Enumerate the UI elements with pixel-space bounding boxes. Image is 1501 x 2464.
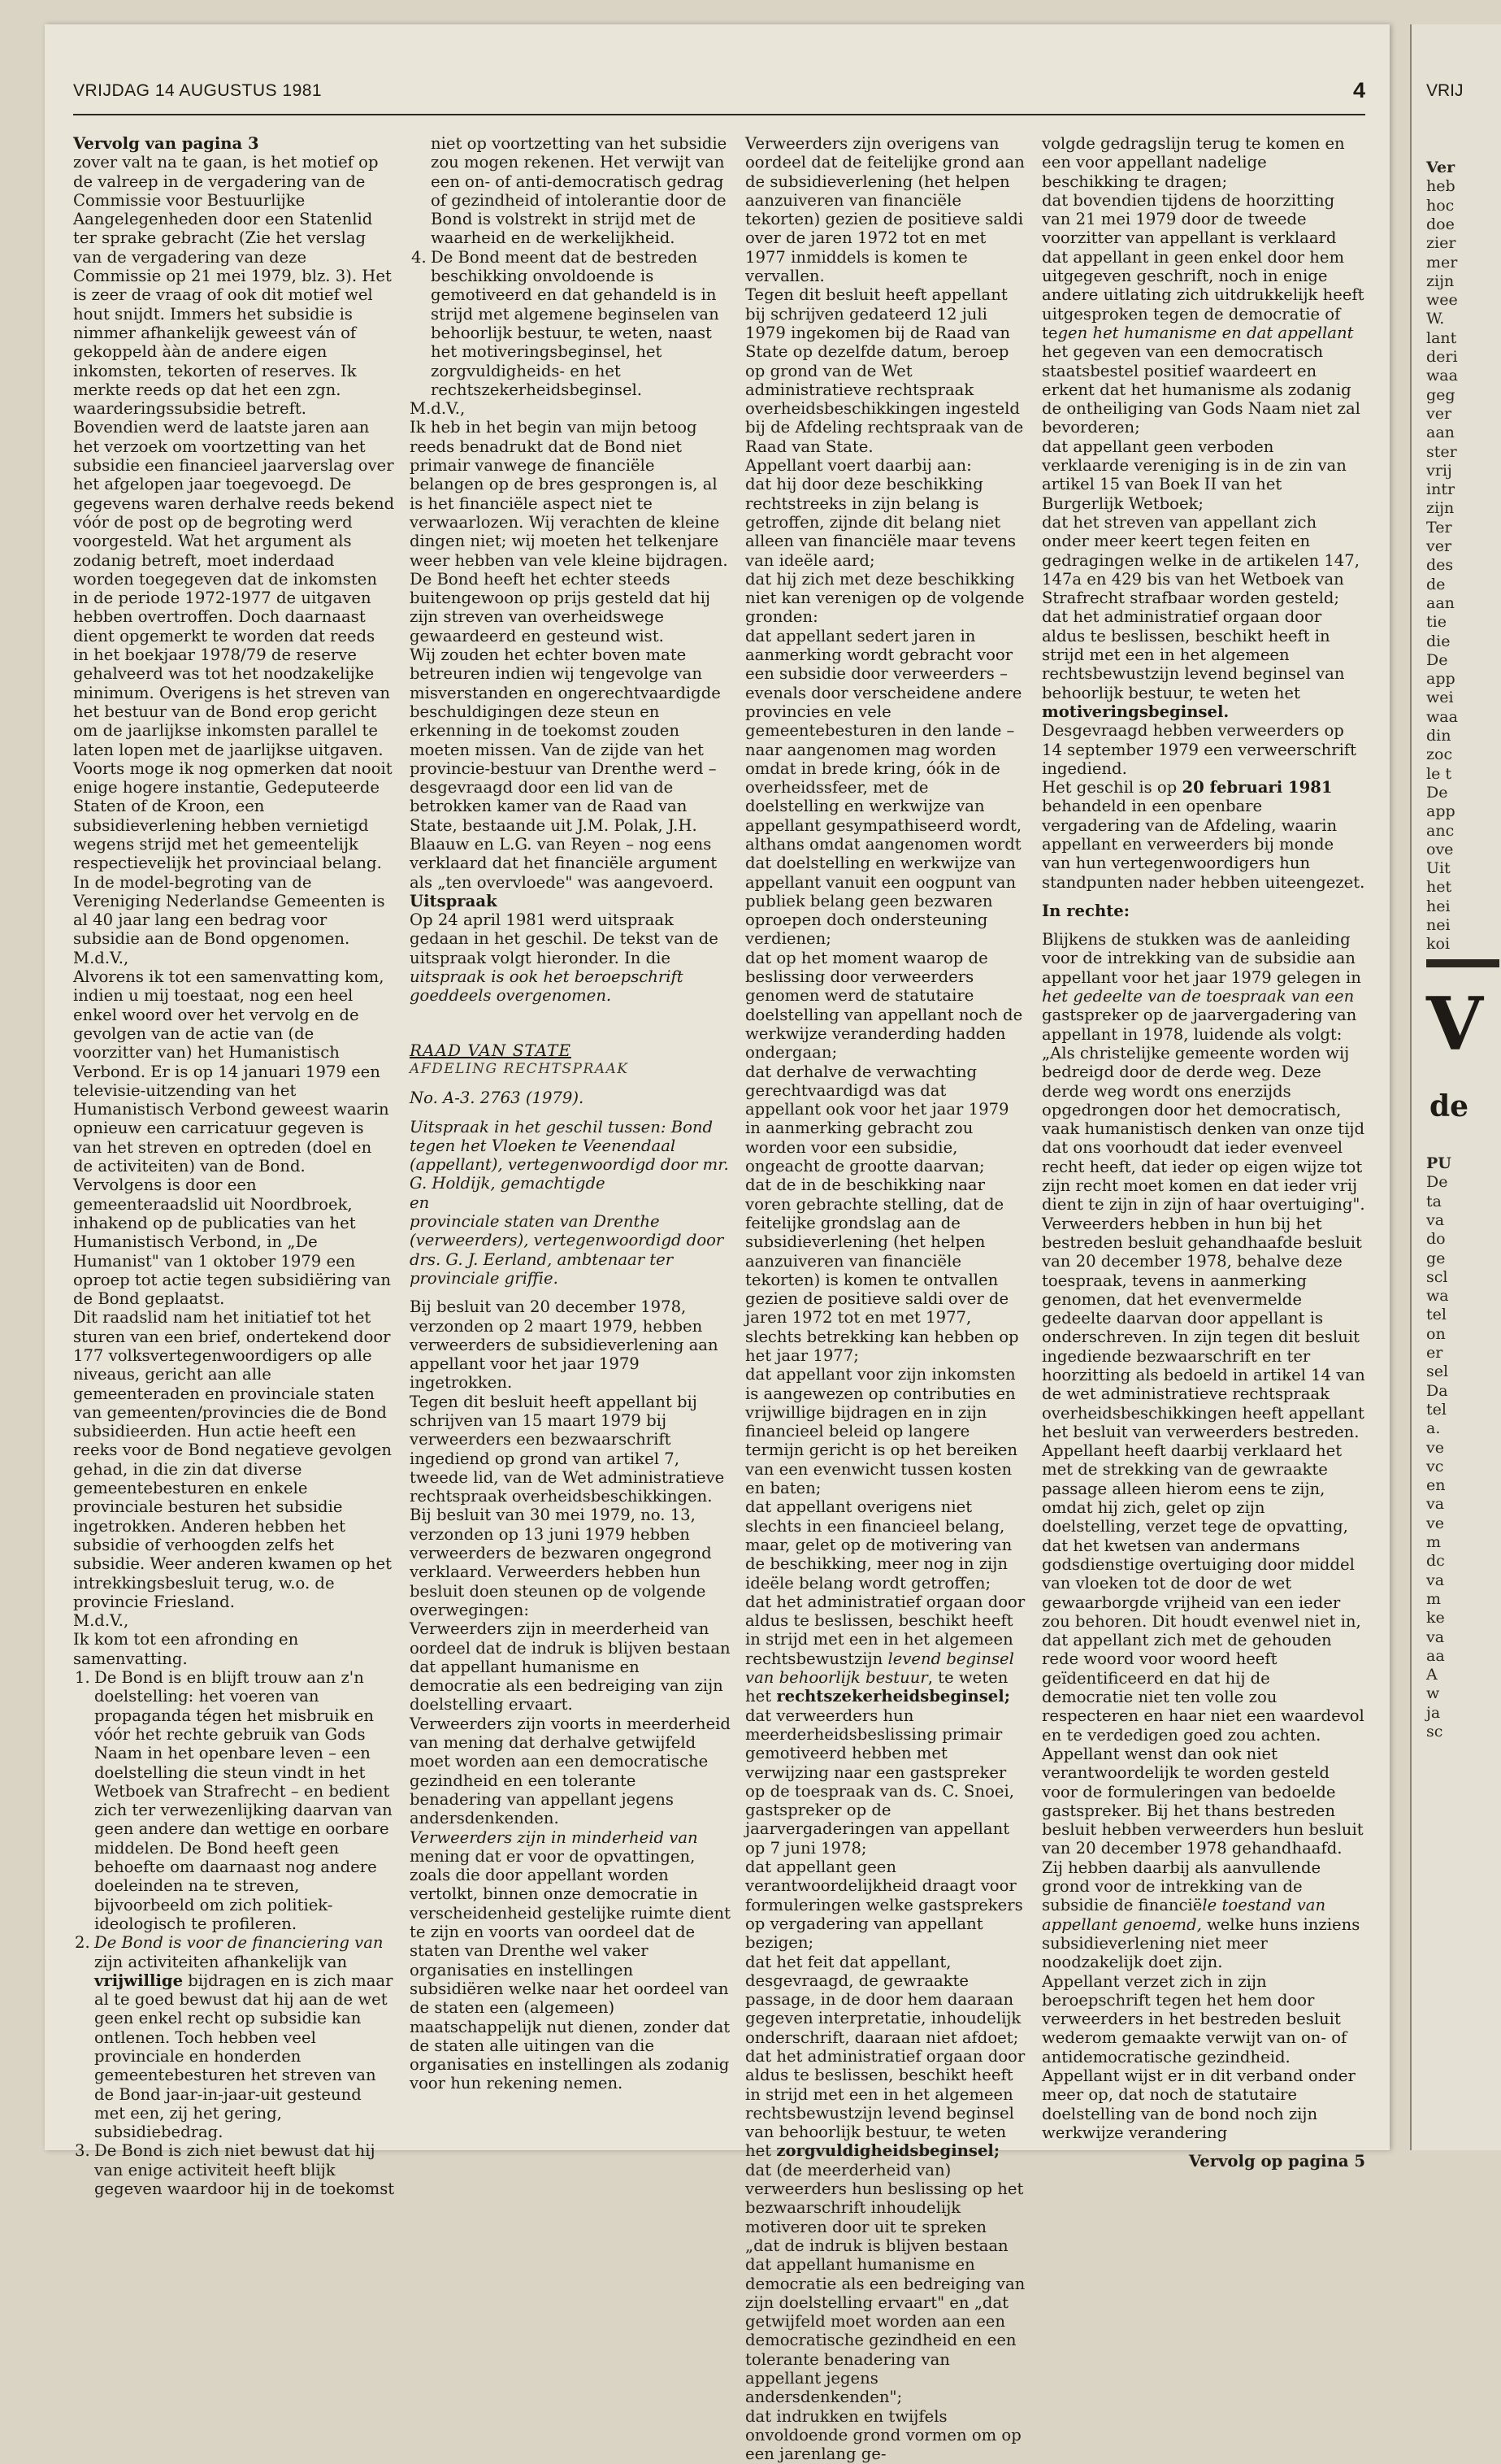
paragraph: Verweerders zijn in meerderheid van oordeel dat de indruk is blijven bestaan dat appellant humanisme en democratie als een bedreiging van zijn doelstelling ervaart. (410, 1619, 731, 1714)
paragraph (745, 2047, 1026, 2161)
text-run-italic: levend beginsel van behoorlijk bestuur (745, 1649, 1014, 1688)
adjacent-line: tie (1426, 613, 1447, 632)
court-title: RAAD VAN STATE (410, 1040, 571, 1060)
adjacent-headline-letter: V (1426, 981, 1483, 1067)
text-run: Het geschil is op (1042, 778, 1182, 797)
adjacent-line: le t (1426, 764, 1451, 783)
spacer (410, 1079, 731, 1089)
list-item (73, 1933, 395, 2141)
salutation: M.d.V., (73, 1611, 129, 1631)
adjacent-line: en (1426, 1476, 1446, 1495)
paragraph: Bij besluit van 20 december 1978, verzonden op 2 maart 1979, hebben verweerders de subsidieverlening aan appellant voor het jaar 1979 ingetrokken. (410, 1297, 718, 1393)
adjacent-line: zijn (1426, 272, 1455, 290)
column-2 (410, 134, 731, 2101)
text-run-italic: uitspraak is ook het beroepschrift goeddeels overgenomen. (410, 967, 683, 1006)
paragraph: dat de in de beschikking naar voren gebrachte stelling, dat de feitelijke grondslag aan de subsidieverlening (het helpen aanzuiveren van financiële tekorten) is komen te ontvallen gezien de positieve saldi over de jaren 1972 tot en met 1977, slechts betrekking kan hebben op het jaar 1977; (745, 1176, 1019, 1365)
paragraph (1042, 930, 1365, 1441)
text-run-italic: Verweerders zijn in minderheid van (410, 1827, 698, 1847)
adjacent-line: hoc (1426, 196, 1455, 215)
summary-list-cont (410, 248, 731, 399)
text-run: het gegeven van een democratisch staatsbestel positief waardeert en erkent dat het humanisme als zodanig de ontheiliging van Gods Naam niet zal bevorderen; (1042, 342, 1360, 437)
adjacent-subhead: de (1429, 1089, 1469, 1123)
text-run: dat het administratief orgaan door aldus te beslissen, beschikt heeft in strijd met een in het algemeen rechtsbewustzijn (745, 1592, 1026, 1668)
paragraph: Verweerders zijn overigens van oordeel dat de feitelijke grond aan de subsidieverlening (het helpen aanzuiveren van financiële tekorten) gezien de positieve saldi over de jaren 1972 tot en met 1977 inmiddels is komen te vervallen. (745, 134, 1025, 286)
text-run: dat het administratief orgaan door aldus te beslissen, beschikt heeft in strijd met een in het algemeen rechtsbewustzijn levend beginsel van behoorlijk bestuur, te weten het (745, 2046, 1026, 2161)
list-text: De Bond meent dat de bestreden beschikking onvoldoende is gemotiveerd en dat gehandeld is in strijd met algemene beginselen van behoorlijk bestuur, te weten, naast het motiveringsbeginsel, het zorgvuldigheids- en het rechtszekerheidsbeginsel. (431, 247, 719, 399)
spacer (410, 1006, 731, 1041)
text-run: behandeld in een openbare vergadering van de Afdeling, waarin appellant en verweerders bij monde van hun vertegenwoordigers hun standpunten nader hebben uiteengezet. (1042, 797, 1365, 892)
list-item (73, 1668, 395, 1933)
paragraph: dat hij door deze beschikking rechtstreeks in zijn belang is getroffen, zijnde dit belang niet alleen van financiële maar tevens van ideële aard; (745, 475, 1017, 570)
adjacent-line: De (1426, 650, 1448, 669)
adjacent-line: er (1426, 1344, 1443, 1362)
adjacent-line: ver (1426, 404, 1452, 423)
text-run: mening dat er voor de opvattingen, zoals die door appellant worden vertolkt, binnen onze democratie in verscheidenheid gestelijke ruimte dient te zijn en voorts van oordeel dat de staten van Drenthe wel vaker organisaties en instellingen subsidiëren welke naar het oordeel van de staten een (algemeen) maatschappelijk nut dienen, zonder dat de staten alle uitingen van die organisaties en instellingen als zodanig voor hun rekening nemen. (410, 1846, 731, 2093)
adjacent-line: wei (1426, 689, 1454, 707)
adjacent-line: do (1426, 1230, 1446, 1249)
paragraph: niet op voortzetting van het subsidie zou mogen rekenen. Het verwijt van een on- of anti-democratisch gedrag of gezindheid of intolerantie door de Bond is volstrekt in strijd met de waarheid en de werkelijkheid. (431, 134, 727, 248)
paragraph: Desgevraagd hebben verweerders op 14 september 1979 een verweerschrift ingediend. (1042, 721, 1357, 778)
adjacent-line: m (1426, 1589, 1442, 1608)
spacer (410, 1288, 731, 1297)
adjacent-line: va (1426, 1571, 1445, 1589)
adjacent-line: heb (1426, 177, 1455, 196)
paragraph: Ik heb in het begin van mijn betoog reeds benadrukt dat de Bond niet primair vanwege de financiële belangen op de bres gesprongen is, al is het financiële aspect niet te verwaarlozen. Wij verachten de kleine dingen niet; wij moeten het telkenjare weer hebben van vele kleine bijdragen. De Bond heeft het echter steeds buitengewoon op prijs gesteld dat hij zijn streven van overheidswege gewaardeerd en gesteund wist. (410, 418, 728, 645)
text-run-bold: zorgvuldigheidsbeginsel; (776, 2141, 1000, 2161)
adjacent-line: aan (1426, 593, 1455, 612)
adjacent-line: w (1426, 1684, 1440, 1703)
adjacent-line: va (1426, 1210, 1445, 1229)
adjacent-line: on (1426, 1324, 1446, 1343)
adjacent-line: ke (1426, 1609, 1445, 1627)
adjacent-line: zoc (1426, 745, 1453, 764)
text-run: welke huns inziens subsidieverlening niet meer noodzakelijk doet zijn. (1042, 1914, 1360, 1972)
adjacent-line: deri (1426, 348, 1458, 366)
paragraph: zover valt na te gaan, is het motief op de valreep in de vergadering van de Commissie voor Bestuurlijke Aangelegenheden door een Statenlid ter sprake gebracht (Zie het verslag van de vergadering van deze Commissie op 21 mei 1979, blz. 3). Het is zeer de vraag of ook dit motief wel hout snijdt. Immers het subsidie is nimmer afhankelijk geweest ván of gekoppeld ààn de andere eigen inkomsten, tekorten of reserves. Ik merkte reeds op dat het een zgn. waarderingssubsidie betreft. Bovendien werd de laatste jaren aan het verzoek om voortzetting van het subsidie een financieel jaarverslag over het afgelopen jaar toegevoegd. De gegevens waren derhalve reeds bekend vóór de post op de begroting werd voorgesteld. Wat het argument als zodanig betreft, moet inderdaad worden toegegeven dat de inkomsten in de periode 1972-1977 de uitgaven hebben overtroffen. Doch daarnaast dient opgemerkt te worden dat reeds in het boekjaar 1978/79 de reserve gehalveerd was tot het noodzakelijke minimum. Overigens is het streven van het bestuur van de Bond erop gericht om de jaarlijkse inkomsten parallel te laten lopen met de jaarlijkse uitgaven. Voorts moge ik nog opmerken dat nooit enige hogere instantie, Gedeputeerde Staten of de Kroon, een subsidieverlening hebben vernietigd wegens strijd met het gemeentelijk respectievelijk het provinciaal belang. In de model-begroting van de Vereniging Nederlandse Gemeenten is al 40 jaar lang een bedrag voor subsidie aan de Bond opgenomen. (73, 153, 395, 949)
list-text-italic: De Bond is voor de financiering van (94, 1933, 384, 1953)
adjacent-rule (1426, 959, 1499, 967)
adjacent-line: hei (1426, 897, 1451, 915)
case-and: en (410, 1193, 430, 1212)
adjacent-line: zier (1426, 234, 1456, 253)
adjacent-line: m (1426, 1533, 1442, 1551)
column-4 (1042, 134, 1365, 2171)
paragraph: dat derhalve de verwachting gerechtvaardigd was dat appellant ook voor het jaar 1979 in aanmerking gebracht zou worden voor een subsidie, ongeacht de grootte daarvan; (745, 1062, 1009, 1176)
paragraph (1042, 607, 1365, 721)
text-run: Op 24 april 1981 werd uitspraak gedaan in het geschil. De tekst van de uitspraak volgt hieronder. In die (410, 910, 718, 967)
adjacent-line: tel (1426, 1400, 1447, 1419)
list-item (73, 2141, 395, 2198)
adjacent-line: waa (1426, 707, 1458, 726)
adjacent-line: sel (1426, 1362, 1449, 1381)
adjacent-line: vc (1426, 1457, 1444, 1475)
court-division: AFDELING RECHTSPRAAK (410, 1060, 629, 1077)
paragraph: Tegen dit besluit heeft appellant bij schrijven gedateerd 12 juli 1979 ingekomen bij de Raad van State op dezelfde datum, beroep op grond van de Wet administratieve rechtspraak overheidsbeschikkingen ingesteld bij de Afdeling rechtspraak van de Raad van State. (745, 285, 1024, 456)
page-number: 4 (1352, 78, 1365, 102)
paragraph (745, 1593, 1026, 1706)
adjacent-line: lant (1426, 328, 1457, 347)
paragraph: Alvorens ik tot een samenvatting kom, indien u mij toestaat, nog een heel enkel woord over het vervolg en de gevolgen van de actie van (de voorzitter van) het Humanistisch Verbond. Er is op 14 januari 1979 een televisie-uitzending van het Humanistisch Verbond geweest waarin opnieuw een carricatuur gegeven is van het streven en optreden (doel en de activiteiten) van de Bond. Vervolgens is door een gemeenteraadslid uit Noordbroek, inhakend op de publicaties van het Humanistisch Verbond, in „De Humanist" van 1 oktober 1979 een oproep tot actie tegen subsidiëring van de Bond geplaatst. (73, 967, 392, 1309)
paragraph: volgde gedragslijn terug te komen en een voor appellant nadelige beschikking te dragen; (1042, 134, 1345, 191)
adjacent-line: PU (1426, 1154, 1451, 1172)
paragraph: Wij zouden het echter boven mate betreuren indien wij tengevolge van misverstanden en ongerechtvaardigde beschuldigingen deze steun en erkenning in de toekomst zouden moeten missen. Van de zijde van het provincie-bestuur van Drenthe werd – desgevraagd door een lid van de betrokken kamer van de Raad van State, bestaande uit J.M. Polak, J.H. Blaauw en L.G. van Reyen – nog eens verklaard dat het financiële argument als „ten overvloede" was aangevoerd. (410, 645, 721, 892)
text-run: gastspreker op de jaarvergadering van appellant in 1978, luidende als volgt: „Als christelijke gemeente worden wij bedreigd door de derde weg. Deze derde weg wordt ons enerzijds opgedrongen door het democratisch, vaak humanistisch denken van onze tijd dat ons voorhoudt dat ieder evenveel recht heeft, dat ieder op eigen wijze tot zijn recht moet komen en dat ieder vrij dient te zijn in zijn of haar overtuiging". Verweerders hebben in hun bij het bestreden besluit gehandhaafde besluit van 20 december 1978, behalve deze toespraak, tevens in aanmerking genomen, dat het evenvermelde gedeelte daarvan door appellant is onderschreven. In zijn tegen dit besluit ingediende bezwaarschrift en ter hoorzitting als bedoeld in artikel 14 van de wet administratieve rechtspraak overheidsbeschikkingen heeft appellant het besluit van verweerders bestreden. (1042, 1006, 1365, 1441)
adjacent-line: va (1426, 1627, 1445, 1646)
paragraph: dat het streven van appellant zich onder meer keert tegen feiten en gedragingen welke in de artikelen 147, 147a en 429 bis van het Wetboek van Strafrecht strafbaar worden gesteld; (1042, 512, 1360, 608)
paragraph: dat appellant sedert jaren in aanmerking wordt gebracht voor een subsidie door verweerders – evenals door verscheidene andere provincies en vele gemeentebesturen in den lande – naar aangenomen mag worden omdat in brede kring, óók in de overheidssfeer, met de doelstelling en werkwijze van appellant gesympathiseerd wordt, althans omdat aangenomen wordt dat doelstelling en werkwijze van appellant vanuit een oogpunt van publiek belang geen bezwaren oproepen doch ondersteuning verdienen; (745, 626, 1022, 949)
case-number: No. A-3. 2763 (1979). (410, 1089, 584, 1108)
text-run-bold: rechtszekerheidsbeginsel; (776, 1687, 1010, 1706)
adjacent-line: ta (1426, 1192, 1442, 1210)
text-run-italic: het gedeelte van de toespraak van een (1042, 987, 1355, 1006)
adjacent-line: koi (1426, 935, 1451, 954)
adjacent-line: Da (1426, 1381, 1448, 1400)
continued-to: Vervolg op pagina 5 (1188, 2152, 1365, 2171)
page-header (73, 78, 1365, 114)
adjacent-line: ve (1426, 1438, 1444, 1457)
adjacent-line: het (1426, 878, 1452, 897)
paragraph (1042, 1441, 1365, 1971)
paragraph: dat appellant geen verboden verklaarde vereniging is in de zin van artikel 15 van Boek II van het Burgerlijk Wetboek; (1042, 437, 1347, 513)
spacer (410, 1108, 731, 1118)
adjacent-line: tel (1426, 1306, 1447, 1324)
adjacent-line: app (1426, 670, 1455, 689)
paragraph: Bij besluit van 30 mei 1979, no. 13, verzonden op 13 juni 1979 hebben verweerders de bezwaren ongegrond verklaard. Verweerders hebben hun besluit doen steunen op de volgende overwegingen: (410, 1506, 712, 1619)
text-run-bold: motiveringsbeginsel. (1042, 702, 1230, 721)
section-heading: In rechte: (1042, 901, 1130, 920)
spacer (1042, 2142, 1365, 2152)
adjacent-line: scl (1426, 1267, 1448, 1286)
adjacent-line: die (1426, 632, 1451, 650)
spacer (1042, 892, 1365, 902)
adjacent-line: sc (1426, 1723, 1443, 1740)
adjacent-line: ge (1426, 1249, 1446, 1267)
adjacent-line: mer (1426, 253, 1458, 272)
summary-list (73, 1668, 395, 2198)
adjacent-line: ove (1426, 840, 1454, 858)
paragraph: Verweerders zijn voorts in meerderheid van mening dat derhalve getwijfeld moet worden aan een democratische gezindheid en een tolerante benadering van appellant jegens andersdenkenden. (410, 1714, 731, 1828)
adjacent-line: A (1426, 1666, 1438, 1684)
list-text: De Bond is zich niet bewust dat hij van enige activiteit heeft blijk gegeven waardoor hij in de toekomst (94, 2141, 395, 2199)
adjacent-line: waa (1426, 367, 1458, 385)
adjacent-line: Uit (1426, 859, 1451, 878)
text-run-italic: gen het humanisme en dat appellant (1057, 323, 1354, 342)
paragraph: Tegen dit besluit heeft appellant bij schrijven van 15 maart 1979 bij verweerders een bezwaarschrift ingediend op grond van artikel 7, tweede lid, van de Wet administratieve rechtspraak overheidsbeschikkingen. (410, 1392, 725, 1506)
paragraph: dat verweerders hun meerderheidsbeslissing primair gemotiveerd hebben met verwijzing naar een gastspreker op de toespraak van ds. C. Snoei, gastspreker op de jaarvergaderingen van appellant op 7 juni 1978; (745, 1706, 1014, 1858)
text-run-bold: 20 februari 1981 (1182, 778, 1333, 797)
adjacent-line: va (1426, 1495, 1445, 1514)
paragraph: Appellant verzet zich in zijn beroepschrift tegen het hem door verweerders in het bestreden besluit wederom gemaakte verwijt van on- of antidemocratische gezindheid. Appellant wijst er in dit verband onder meer op, dat noch de statutaire doelstelling van de bond noch zijn werkwijze verandering (1042, 1971, 1356, 2142)
adjacent-line: aan (1426, 424, 1455, 442)
paragraph (1042, 778, 1365, 892)
adjacent-line: geg (1426, 385, 1455, 404)
paragraph: dat indrukken en twijfels onvoldoende grond vormen om op een jarenlang ge- (745, 2406, 1022, 2464)
adjacent-line: ve (1426, 1514, 1444, 1532)
salutation: M.d.V., (410, 399, 466, 419)
adjacent-line: zijn (1426, 499, 1455, 518)
adjacent-line: vrij (1426, 461, 1452, 480)
adjacent-line: din (1426, 727, 1451, 745)
adjacent-line: dc (1426, 1552, 1445, 1571)
paragraph: dat het feit dat appellant, desgevraagd, de gewraakte passage, in de door hem daaraan gegeven interpretatie, inhoudelijk onderschrift, daaraan niet afdoet; (745, 1952, 1022, 2047)
paragraph (1042, 191, 1365, 437)
adjacent-line: doe (1426, 215, 1455, 233)
paragraph (410, 910, 731, 1005)
case-parties-2: provinciale staten van Drenthe (verweerders), vertegenwoordigd door drs. G. J. Eerland, ambtenaar ter provinciale griffie. (410, 1212, 724, 1288)
adjacent-line: ster (1426, 442, 1457, 461)
adjacent-page-date: VRIJ (1426, 81, 1464, 100)
list-number: 4. (411, 247, 427, 267)
adjacent-line: Ver (1426, 159, 1455, 176)
adjacent-line: W. (1426, 310, 1445, 328)
section-heading: Uitspraak (410, 891, 497, 910)
paragraph: Dit raadslid nam het initiatief tot het sturen van een brief, ondertekend door 177 volksvertegenwoordigers op alle niveaus, gericht aan alle gemeenteraden en provinciale staten van gemeenten/provincies die de Bond subsidieerden. Hun actie heeft een reeks voor de Bond negatieve gevolgen gehad, in die zin dat diverse gemeentebesturen en enkele provinciale besturen het subsidie ingetrokken. Anderen hebben het subsidie of verhoogden zelfs het subsidie. Weer anderen kwamen op het intrekkingsbesluit terug, w.o. de provincie Friesland. (73, 1308, 393, 1611)
adjacent-line: de (1426, 575, 1446, 593)
adjacent-line: wa (1426, 1287, 1449, 1306)
paragraph: dat appellant voor zijn inkomsten is aangewezen op contributies en vrijwillige bijdragen en in zijn financieel beleid op langere termijn gericht is op het bereiken van een evenwicht tussen kosten en baten; (745, 1365, 1017, 1498)
text-run: Blijkens de stukken was de aanleiding voor de intrekking van de subsidie aan appellant voor het jaar 1979 gelegen in (1042, 930, 1361, 987)
adjacent-line: Ter (1426, 518, 1452, 537)
adjacent-line: ja (1426, 1703, 1441, 1722)
list-item (410, 248, 731, 399)
paragraph (410, 1828, 731, 2093)
list-text-bold: vrijwillige (94, 1971, 184, 1990)
adjacent-line: De (1426, 783, 1448, 802)
adjacent-line: a. (1426, 1419, 1441, 1438)
text-run-italic: le toestand van appellant genoemd, (1042, 1896, 1326, 1934)
salutation: M.d.V., (73, 948, 129, 967)
text-run: , te weten het (745, 1668, 1009, 1706)
adjacent-line: intr (1426, 480, 1455, 499)
adjacent-line: wee (1426, 291, 1458, 310)
list-number: 2. (75, 1933, 90, 1953)
paragraph: dat hij zich met deze beschikking niet kan verenigen op de volgende gronden: (745, 569, 1025, 627)
adjacent-line: des (1426, 556, 1454, 575)
text-run: dat bovendien tijdens de hoorzitting van 21 mei 1979 door de tweede voorzitter van appellant is verklaard dat appellant in geen enkel door hem uitgegeven geschrift, noch in enige andere uitlating zich uitdrukkelijk heeft uitgesproken tegen de democratie of te (1042, 190, 1364, 342)
paragraph: dat op het moment waarop de beslissing door verweerders genomen werd de statutaire doelstelling van appellant noch de werkwijze veranderding hadden ondergaan; (745, 948, 1023, 1063)
list-number: 3. (75, 2141, 90, 2161)
adjacent-page-fragment (1410, 24, 1501, 2150)
header-rule (73, 114, 1365, 115)
column-3 (745, 134, 1026, 2464)
spacer (1042, 920, 1365, 930)
list-number: 1. (75, 1668, 90, 1688)
paragraph: Appellant voert daarbij aan: (745, 456, 972, 476)
paragraph: dat appellant geen verantwoordelijkheid draagt voor formuleringen welke gastsprekers op vergadering van appellant bezigen; (745, 1858, 1023, 1953)
list-text: De Bond is en blijft trouw aan z'n doelstelling: het voeren van propaganda tégen het misbruik en vóór het rechte gebruik van Gods Naam in het openbare leven – een doelstelling die steun vindt in het Wetboek van Strafrecht – en bedient zich ter verwezenlijking daarvan van geen andere dan wettige en oorbare middelen. De Bond heeft geen behoefte om daarnaast nog andere doeleinden na te streven, bijvoorbeeld om zich politiek-ideologisch te profileren. (94, 1668, 393, 1933)
issue-date: VRIJDAG 14 AUGUSTUS 1981 (73, 81, 323, 100)
text-run: dat het administratief orgaan door aldus te beslissen, beschikt heeft in strijd met een in het algemeen rechtsbewustzijn levend beginsel van behoorlijk bestuur, te weten het (1042, 607, 1345, 702)
list-text: zijn activiteiten afhankelijk van (94, 1952, 348, 1971)
continued-from: Vervolg van pagina 3 (73, 134, 259, 153)
adjacent-line: De (1426, 1173, 1448, 1192)
adjacent-line: app (1426, 802, 1455, 821)
paragraph: dat (de meerderheid van) verweerders hun beslissing op het bezwaarschrift inhoudelijk motiveren door uit te spreken „dat de indruk is blijven bestaan dat appellant humanisme en democratie als een bedreiging van zijn doelstelling ervaart" en „dat getwijfeld moet worden aan een democratische gezindheid en een tolerante benadering van appellant jegens andersdenkenden"; (745, 2160, 1026, 2407)
paragraph: dat appellant overigens niet slechts in een financieel belang, maar, gelet op de motivering van de beschikking, meer nog in zijn ideële belang wordt getroffen; (745, 1497, 1013, 1593)
text-run: Appellant heeft daarbij verklaard het met de strekking van de gewraakte passage alleen hierom eens te zijn, omdat hij zich, gelet op zijn doelstelling, verzet tege de opvatting, dat het kwetsen van andermans godsdienstige overtuiging door middel van vloeken tot de door de wet gewaarborgde vrijheid van een ieder zou behoren. Dit houdt evenwel niet in, dat appellant zich met de gehouden rede woord voor woord heeft geïdentificeerd en dat hij de democratie niet ten volle zou respecteren en haar niet een waardevol en te verdedigen goed zou achten. Appellant wenst dan ook niet verantwoordelijk te worden gesteld voor de formuleringen van bedoelde gastspreker. Bij het thans bestreden besluit hebben verweerders hun besluit van 20 december 1978 gehandhaafd. Zij hebben daarbij als aanvullende grond voor de intrekking van de subsidie de financië (1042, 1441, 1364, 1915)
case-parties: Uitspraak in het geschil tussen: Bond tegen het Vloeken te Veenendaal (appellant), vertegenwoordigd door mr. G. Holdijk, gemachtigde (410, 1117, 729, 1193)
list-text: bijdragen en is zich maar al te goed bewust dat hij aan de wet geen enkel recht op subsidie kan ontlenen. Toch hebben veel provinciale en honderden gemeentebesturen het streven van de Bond jaar-in-jaar-uit gesteund met een, zij het gering, subsidiebedrag. (94, 1971, 393, 2142)
adjacent-line: nei (1426, 916, 1451, 934)
paragraph: Ik kom tot een afronding en samenvatting. (73, 1630, 299, 1668)
column-1 (73, 134, 395, 2199)
adjacent-line: anc (1426, 821, 1455, 840)
adjacent-line: ver (1426, 537, 1452, 555)
adjacent-line: aa (1426, 1646, 1445, 1665)
